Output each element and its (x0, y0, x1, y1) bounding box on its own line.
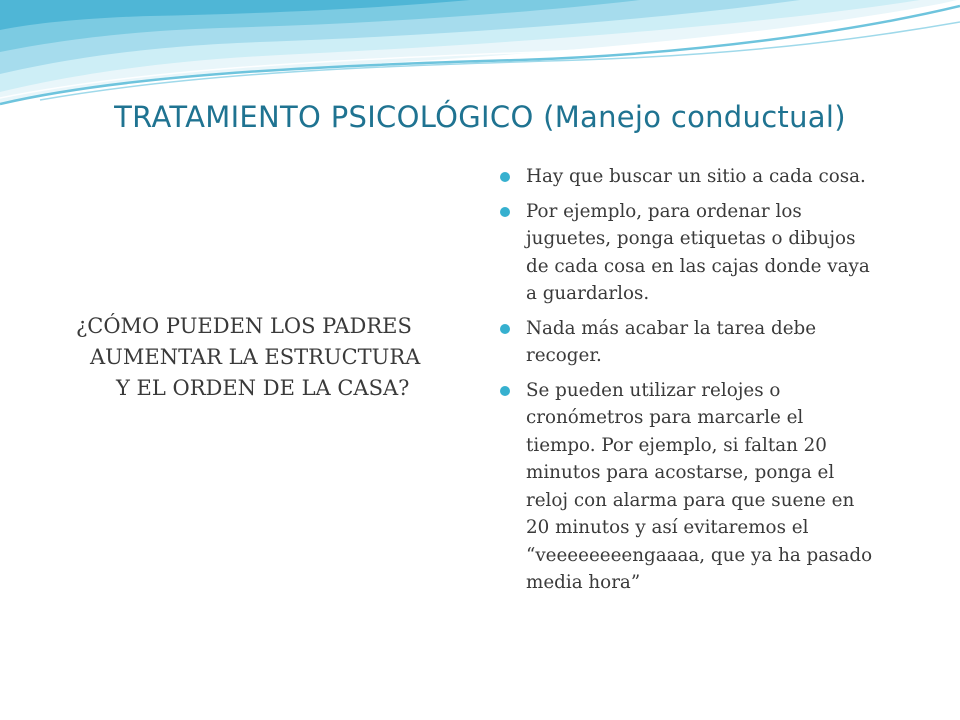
bullet-line: Nada más acabar la tarea debe (526, 317, 817, 339)
bullet-line: tiempo. Por ejemplo, si faltan 20 (526, 434, 827, 456)
bullet-line: recoger. (526, 345, 602, 366)
bullet-dot-icon (500, 386, 510, 396)
bullet-dot-icon (500, 207, 510, 217)
bullet-line: minutos para acostarse, ponga el (526, 462, 835, 483)
bullet-item (498, 377, 918, 597)
bullet-line: Se pueden utilizar relojes o (526, 379, 781, 401)
bullet-item (498, 163, 918, 191)
bullet-item (498, 315, 918, 370)
bullet-line: reloj con alarma para que suene en (526, 489, 855, 511)
bullet-dot-icon (500, 172, 510, 182)
slide-title: TRATAMIENTO PSICOLÓGICO (Manejo conductual) (114, 100, 846, 134)
bullet-line: “veeeeeeeengaaaa, que ya ha pasado (526, 544, 873, 566)
question-line: Y EL ORDEN DE LA CASA? (116, 376, 410, 400)
bullet-line: 20 minutos y así evitaremos el (526, 517, 809, 538)
bullet-line: Por ejemplo, para ordenar los (526, 200, 802, 222)
bullet-list (498, 163, 918, 604)
question-line: AUMENTAR LA ESTRUCTURA (90, 345, 421, 369)
bullet-line: de cada cosa en las cajas donde vaya (526, 255, 870, 277)
bullet-line: Hay que buscar un sitio a cada cosa. (526, 166, 866, 187)
bullet-item (498, 198, 918, 308)
question-block (60, 311, 470, 404)
bullet-line: media hora” (526, 572, 641, 593)
bullet-dot-icon (500, 324, 510, 334)
question-line: ¿CÓMO PUEDEN LOS PADRES (76, 314, 412, 338)
bullet-line: cronómetros para marcarle el (526, 407, 804, 428)
header-wave-decoration (0, 0, 960, 110)
bullet-line: a guardarlos. (526, 283, 650, 304)
bullet-line: juguetes, ponga etiquetas o dibujos (526, 228, 856, 249)
